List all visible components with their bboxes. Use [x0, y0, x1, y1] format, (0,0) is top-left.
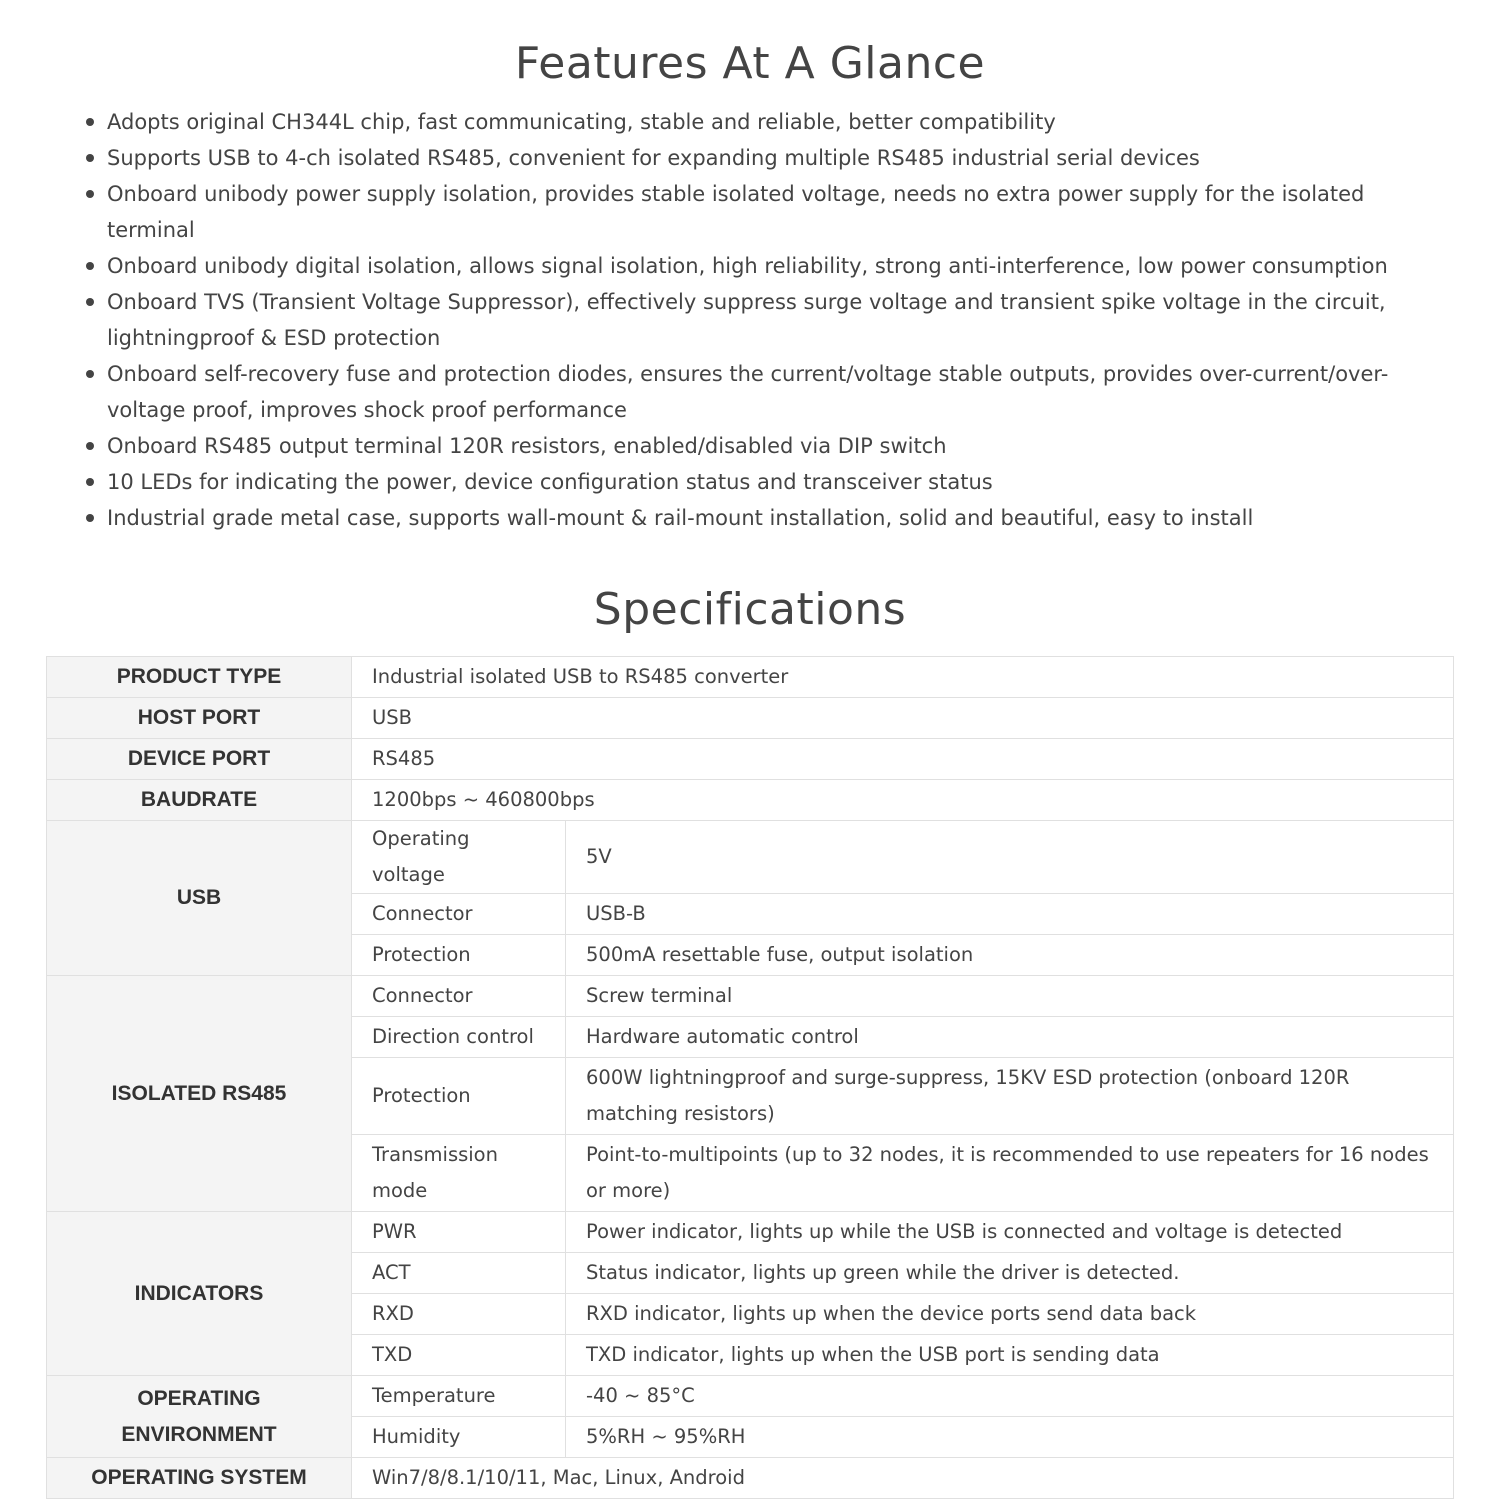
- spec-label-operating-system: OPERATING SYSTEM: [47, 1458, 352, 1499]
- spec-sub-value: USB-B: [566, 894, 1454, 935]
- table-row: [47, 1212, 1454, 1253]
- spec-sub-value: Screw terminal: [566, 976, 1454, 1017]
- spec-sub-value: Hardware automatic control: [566, 1017, 1454, 1058]
- specifications-title: Specifications: [593, 584, 907, 635]
- spec-sub-value: Point-to-multipoints (up to 32 nodes, it is recommended to use repeaters for 16 nodes or more): [566, 1135, 1454, 1212]
- spec-sub-value: -40 ~ 85°C: [566, 1376, 1454, 1417]
- spec-label-baudrate: BAUDRATE: [47, 780, 352, 821]
- spec-sub-value: Status indicator, lights up green while the driver is detected.: [566, 1253, 1454, 1294]
- spec-sub-label: Humidity: [352, 1417, 566, 1458]
- spec-value-operating-system: Win7/8/8.1/10/11, Mac, Linux, Android: [352, 1458, 1454, 1499]
- spec-sub-label: Connector: [352, 894, 566, 935]
- spec-sub-value: 5%RH ~ 95%RH: [566, 1417, 1454, 1458]
- feature-item: Adopts original CH344L chip, fast communicating, stable and reliable, better compatibility: [107, 104, 1397, 140]
- spec-sub-label: RXD: [352, 1294, 566, 1335]
- feature-item: Onboard TVS (Transient Voltage Suppressor), effectively suppress surge voltage and transient spike voltage in the circuit, lightningproof & ESD protection: [107, 284, 1397, 356]
- table-row: [47, 976, 1454, 1017]
- spec-sub-label: Connector: [352, 976, 566, 1017]
- spec-sub-label: TXD: [352, 1335, 566, 1376]
- feature-item: Onboard unibody power supply isolation, provides stable isolated voltage, needs no extra power supply for the isolated terminal: [107, 176, 1397, 248]
- spec-sub-value: Power indicator, lights up while the USB is connected and voltage is detected: [566, 1212, 1454, 1253]
- spec-sub-label: ACT: [352, 1253, 566, 1294]
- table-row: [47, 821, 1454, 894]
- spec-sub-value: 500mA resettable fuse, output isolation: [566, 935, 1454, 976]
- table-row: [47, 780, 1454, 821]
- feature-item: Onboard unibody digital isolation, allows signal isolation, high reliability, strong anti-interference, low power consumption: [107, 248, 1397, 284]
- spec-label-device-port: DEVICE PORT: [47, 739, 352, 780]
- feature-item: 10 LEDs for indicating the power, device configuration status and transceiver status: [107, 464, 1397, 500]
- features-title: Features At A Glance: [514, 38, 986, 89]
- spec-value-product-type: Industrial isolated USB to RS485 converter: [352, 657, 1454, 698]
- spec-label-operating-environment: OPERATING ENVIRONMENT: [47, 1376, 352, 1458]
- table-row: [47, 1458, 1454, 1499]
- spec-sub-label: Transmission mode: [352, 1135, 566, 1212]
- table-row: [47, 1376, 1454, 1417]
- spec-value-host-port: USB: [352, 698, 1454, 739]
- spec-label-indicators: INDICATORS: [47, 1212, 352, 1376]
- feature-item: Industrial grade metal case, supports wall-mount & rail-mount installation, solid and beautiful, easy to install: [107, 500, 1397, 536]
- spec-label-usb: USB: [47, 821, 352, 976]
- spec-sub-label: Temperature: [352, 1376, 566, 1417]
- spec-sub-label: Operating voltage: [352, 821, 566, 894]
- spec-label-isolated-rs485: ISOLATED RS485: [47, 976, 352, 1212]
- spec-sub-value: TXD indicator, lights up when the USB port is sending data: [566, 1335, 1454, 1376]
- spec-sub-label: Protection: [352, 935, 566, 976]
- spec-sub-label: Protection: [352, 1058, 566, 1135]
- spec-sub-label: Direction control: [352, 1017, 566, 1058]
- feature-item: Onboard self-recovery fuse and protection diodes, ensures the current/voltage stable outputs, provides over-current/over-voltage proof, improves shock proof performance: [107, 356, 1397, 428]
- spec-sub-value: 600W lightningproof and surge-suppress, 15KV ESD protection (onboard 120R matching resistors): [566, 1058, 1454, 1135]
- spec-value-baudrate: 1200bps ~ 460800bps: [352, 780, 1454, 821]
- table-row: [47, 739, 1454, 780]
- feature-item: Onboard RS485 output terminal 120R resistors, enabled/disabled via DIP switch: [107, 428, 1397, 464]
- feature-item: Supports USB to 4-ch isolated RS485, convenient for expanding multiple RS485 industrial serial devices: [107, 140, 1397, 176]
- spec-sub-label: PWR: [352, 1212, 566, 1253]
- table-row: [47, 657, 1454, 698]
- spec-sub-value: 5V: [566, 821, 1454, 894]
- spec-label-product-type: PRODUCT TYPE: [47, 657, 352, 698]
- spec-sub-value: RXD indicator, lights up when the device ports send data back: [566, 1294, 1454, 1335]
- spec-label-host-port: HOST PORT: [47, 698, 352, 739]
- specifications-table: [46, 656, 1454, 1499]
- table-row: [47, 698, 1454, 739]
- spec-value-device-port: RS485: [352, 739, 1454, 780]
- features-list: [107, 104, 1397, 536]
